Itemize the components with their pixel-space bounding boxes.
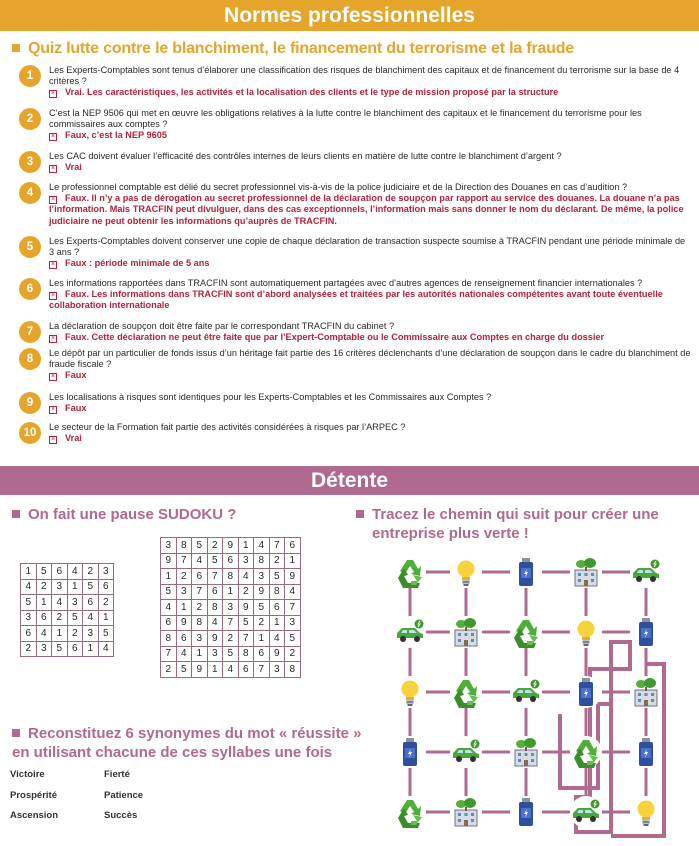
sudoku-cell: 1 xyxy=(285,553,301,569)
building-icon xyxy=(515,738,537,766)
checkbox-x-icon: × xyxy=(50,373,56,381)
sudoku-cell: 3 xyxy=(192,631,208,647)
sudoku-cell: 1 xyxy=(83,641,99,657)
battery-icon xyxy=(519,798,533,826)
answer-line xyxy=(49,332,691,343)
checkbox-x-icon: × xyxy=(50,261,56,269)
sudoku-cell: 6 xyxy=(67,641,83,657)
synonyms-title-line2: en utilisant chacune de ces syllabes une fois xyxy=(12,744,333,761)
question-text: Les Experts-Comptables sont tenus d’élaborer une classification des risques de blanchiment des capitaux et de financement du terrorisme sur la base de 4 critères ? xyxy=(49,65,680,87)
answer-text: Faux. Cette déclaration ne peut être faite que par l’Expert-Comptable ou le Commissaire aux Comptes en charge du dossier xyxy=(65,332,605,343)
sudoku-row xyxy=(21,579,114,595)
sudoku-cell: 6 xyxy=(238,662,254,678)
sudoku-cell: 6 xyxy=(36,610,52,626)
sudoku-grid-6x6 xyxy=(20,563,114,657)
sudoku-cell: 5 xyxy=(161,584,177,600)
sudoku-cell: 9 xyxy=(269,646,285,662)
checkbox-x-icon: × xyxy=(50,165,56,173)
sudoku-cell: 7 xyxy=(176,553,192,569)
building-icon xyxy=(575,558,597,586)
sudoku-cell: 5 xyxy=(238,615,254,631)
sudoku-cell: 6 xyxy=(285,538,301,554)
sudoku-cell: 4 xyxy=(98,641,114,657)
word-item: Prospérité xyxy=(10,789,57,801)
synonyms-title xyxy=(12,724,361,762)
sudoku-cell: 2 xyxy=(192,600,208,616)
sudoku-cell: 5 xyxy=(223,646,239,662)
sudoku-cell: 4 xyxy=(254,538,270,554)
answer-text: Vrai xyxy=(65,433,82,444)
sudoku-cell: 7 xyxy=(238,631,254,647)
word-item: Fierté xyxy=(104,769,130,780)
words-right-column xyxy=(104,769,143,831)
words-left-column xyxy=(10,769,58,831)
quiz-item xyxy=(19,392,691,414)
sudoku-cell: 3 xyxy=(254,569,270,585)
sudoku-cell: 1 xyxy=(52,626,68,642)
sudoku-cell: 3 xyxy=(21,610,37,626)
sudoku-cell: 4 xyxy=(176,646,192,662)
sudoku-title-text: On fait une pause SUDOKU ? xyxy=(28,506,237,523)
sudoku-cell: 8 xyxy=(285,662,301,678)
sudoku-row xyxy=(161,600,301,616)
sudoku-cell: 1 xyxy=(161,569,177,585)
answer-text: Faux : période minimale de 5 ans xyxy=(65,258,210,269)
question-text: C’est la NEP 9506 qui met en œuvre les obligations relatives à la lutte contre le blanchiment des capitaux et le financement du terrorisme pour les commissaires aux comptes ? xyxy=(49,108,642,130)
sudoku-cell: 9 xyxy=(238,600,254,616)
sudoku-cell: 2 xyxy=(269,553,285,569)
sudoku-row xyxy=(21,641,114,657)
sudoku-cell: 6 xyxy=(52,564,68,580)
answer-line xyxy=(49,87,691,98)
sudoku-cell: 3 xyxy=(176,584,192,600)
answer-text: Vrai. Les caractéristiques, les activités et la localisation des clients et le type de mission proposé par la structure xyxy=(65,87,559,98)
sudoku-cell: 3 xyxy=(67,595,83,611)
quiz-item xyxy=(19,151,691,173)
sudoku-cell: 5 xyxy=(285,631,301,647)
sudoku-row xyxy=(161,553,301,569)
sudoku-cell: 7 xyxy=(285,600,301,616)
checkbox-x-icon: × xyxy=(50,196,56,204)
sudoku-cell: 2 xyxy=(254,615,270,631)
sudoku-cell: 2 xyxy=(161,662,177,678)
answer-line xyxy=(49,258,691,269)
question-text: La déclaration de soupçon doit être faite par le correspondant TRACFIN du cabinet ? xyxy=(49,321,395,331)
question-number: 1 xyxy=(19,65,41,87)
sudoku-cell: 4 xyxy=(161,600,177,616)
sudoku-cell: 8 xyxy=(254,553,270,569)
sudoku-cell: 6 xyxy=(176,631,192,647)
word-item: Victoire xyxy=(10,769,45,780)
sudoku-cell: 4 xyxy=(52,595,68,611)
checkbox-x-icon: × xyxy=(50,292,56,300)
answer-text: Faux. Les informations dans TRACFIN sont d’abord analysées et traitées par les autorités nationales compétentes avant toute éventuelle collaboration internationale xyxy=(49,289,663,311)
sudoku-cell: 4 xyxy=(238,569,254,585)
sudoku-cell: 7 xyxy=(223,615,239,631)
question-text: Le professionnel comptable est délié du secret professionnel vis-à-vis de la police judiciaire et de la Direction des Douanes en cas d’audition ? xyxy=(49,182,628,192)
sudoku-cell: 2 xyxy=(98,595,114,611)
sudoku-cell: 3 xyxy=(161,538,177,554)
answer-line xyxy=(49,370,691,381)
sudoku-cell: 1 xyxy=(67,579,83,595)
checkbox-x-icon: × xyxy=(50,335,56,343)
sudoku-cell: 5 xyxy=(269,569,285,585)
section-banner-detente xyxy=(0,466,699,495)
answer-text: Faux xyxy=(65,403,87,414)
question-text: Les Experts-Comptables doivent conserver une copie de chaque déclaration de transaction suspecte soumise à TRACFIN pendant une période minimale de 3 ans ? xyxy=(49,236,686,258)
bullet-square-icon xyxy=(12,729,20,737)
sudoku-cell: 9 xyxy=(285,569,301,585)
section-banner-normes xyxy=(0,0,699,31)
sudoku-cell: 2 xyxy=(176,569,192,585)
checkbox-x-icon: × xyxy=(50,90,56,98)
sudoku-cell: 4 xyxy=(269,631,285,647)
sudoku-cell: 6 xyxy=(83,595,99,611)
sudoku-cell: 1 xyxy=(254,631,270,647)
sudoku-cell: 2 xyxy=(285,646,301,662)
battery-icon xyxy=(639,738,653,766)
sudoku-cell: 1 xyxy=(269,615,285,631)
sudoku-cell: 4 xyxy=(192,553,208,569)
quiz-item xyxy=(19,278,691,312)
quiz-item xyxy=(19,108,691,142)
sudoku-cell: 7 xyxy=(207,569,223,585)
bullet-square-icon xyxy=(12,44,20,52)
answer-line xyxy=(49,433,691,444)
sudoku-cell: 6 xyxy=(192,569,208,585)
sudoku-row xyxy=(161,631,301,647)
quiz-item xyxy=(19,182,691,227)
checkbox-x-icon: × xyxy=(50,133,56,141)
checkbox-x-icon: × xyxy=(50,436,56,444)
maze-title-line1: Tracez le chemin qui suit pour créer une xyxy=(372,506,659,523)
building-icon xyxy=(455,798,477,826)
sudoku-cell: 9 xyxy=(254,584,270,600)
sudoku-cell: 3 xyxy=(83,626,99,642)
sudoku-cell: 2 xyxy=(36,579,52,595)
question-text: Le secteur de la Formation fait partie des activités considérées à risques par l’ARPEC ? xyxy=(49,422,406,432)
quiz-item xyxy=(19,348,691,382)
sudoku-cell: 8 xyxy=(238,646,254,662)
building-icon xyxy=(635,678,657,706)
quiz-item xyxy=(19,321,691,343)
sudoku-cell: 7 xyxy=(192,584,208,600)
question-number: 9 xyxy=(19,392,41,414)
sudoku-cell: 1 xyxy=(98,610,114,626)
sudoku-cell: 5 xyxy=(98,626,114,642)
sudoku-cell: 1 xyxy=(207,662,223,678)
sudoku-cell: 9 xyxy=(207,631,223,647)
sudoku-cell: 2 xyxy=(21,641,37,657)
sudoku-cell: 9 xyxy=(192,662,208,678)
maze-puzzle xyxy=(380,552,680,842)
sudoku-cell: 4 xyxy=(207,615,223,631)
word-item: Patience xyxy=(104,789,144,801)
sudoku-cell: 2 xyxy=(83,564,99,580)
sudoku-row xyxy=(21,626,114,642)
word-item: Ascension xyxy=(10,810,59,821)
sudoku-cell: 8 xyxy=(269,584,285,600)
sudoku-row xyxy=(161,538,301,554)
sudoku-row xyxy=(21,564,114,580)
sudoku-cell: 4 xyxy=(223,662,239,678)
maze-title-line2: entreprise plus verte ! xyxy=(372,525,529,542)
sudoku-cell: 2 xyxy=(52,610,68,626)
sudoku-cell: 2 xyxy=(223,631,239,647)
sudoku-cell: 8 xyxy=(223,569,239,585)
question-number: 3 xyxy=(19,151,41,173)
sudoku-cell: 1 xyxy=(21,564,37,580)
question-number: 10 xyxy=(19,422,41,444)
sudoku-cell: 4 xyxy=(83,610,99,626)
detente-title: Détente xyxy=(310,469,389,492)
sudoku-cell: 6 xyxy=(98,579,114,595)
sudoku-row xyxy=(161,584,301,600)
bullet-square-icon xyxy=(12,510,20,518)
bullet-square-icon xyxy=(356,510,364,518)
sudoku-cell: 2 xyxy=(67,626,83,642)
sudoku-cell: 2 xyxy=(238,584,254,600)
question-text: Les CAC doivent évaluer l’efficacité des contrôles internes de leurs clients en matière de lutte contre le blanchiment d’argent ? xyxy=(49,151,562,161)
answer-line xyxy=(49,289,691,311)
sudoku-cell: 1 xyxy=(36,595,52,611)
sudoku-cell: 5 xyxy=(192,538,208,554)
sudoku-cell: 7 xyxy=(254,662,270,678)
sudoku-cell: 9 xyxy=(161,553,177,569)
sudoku-cell: 6 xyxy=(223,553,239,569)
sudoku-row xyxy=(21,610,114,626)
sudoku-cell: 2 xyxy=(207,538,223,554)
answer-line xyxy=(49,130,691,141)
sudoku-cell: 3 xyxy=(285,615,301,631)
answer-text: Faux. Il n’y a pas de dérogation au secret professionnel de la déclaration de soupçon par rapport au service des douanes. La douane n’a pas l’information. Mais TRACFIN peut divulguer, dans des cas exceptionnels, l’information mais sans donner le nom du déclarant. De même, la police judiciaire ne peut obtenir les informations qu’auprès de TRACFIN. xyxy=(49,193,684,226)
sudoku-row xyxy=(21,595,114,611)
sudoku-cell: 8 xyxy=(176,538,192,554)
sudoku-cell: 3 xyxy=(269,662,285,678)
sudoku-cell: 5 xyxy=(21,595,37,611)
sudoku-cell: 5 xyxy=(67,610,83,626)
sudoku-row xyxy=(161,569,301,585)
sudoku-cell: 4 xyxy=(36,626,52,642)
quiz-item xyxy=(19,236,691,270)
sudoku-cell: 9 xyxy=(223,538,239,554)
sudoku-cell: 4 xyxy=(285,584,301,600)
sudoku-title xyxy=(12,505,236,524)
sudoku-cell: 8 xyxy=(192,615,208,631)
answer-line xyxy=(49,403,691,414)
sudoku-cell: 6 xyxy=(254,646,270,662)
sudoku-cell: 5 xyxy=(36,564,52,580)
sudoku-cell: 1 xyxy=(238,538,254,554)
sudoku-cell: 6 xyxy=(207,584,223,600)
sudoku-cell: 5 xyxy=(52,641,68,657)
sudoku-cell: 3 xyxy=(98,564,114,580)
question-text: Les localisations à risques sont identiques pour les Experts-Comptables et les Commissaires aux Comptes ? xyxy=(49,392,492,402)
sudoku-cell: 8 xyxy=(207,600,223,616)
question-number: 2 xyxy=(19,108,41,130)
sudoku-cell: 7 xyxy=(161,646,177,662)
question-number: 7 xyxy=(19,321,41,343)
sudoku-grid-9x9 xyxy=(160,537,301,678)
battery-icon xyxy=(579,678,593,706)
quiz-title xyxy=(12,40,574,58)
sudoku-cell: 5 xyxy=(207,553,223,569)
sudoku-cell: 3 xyxy=(223,600,239,616)
answer-line xyxy=(49,193,691,227)
battery-icon xyxy=(639,618,653,646)
answer-text: Faux, c’est la NEP 9605 xyxy=(65,130,167,141)
battery-icon xyxy=(403,738,417,766)
sudoku-cell: 4 xyxy=(21,579,37,595)
sudoku-cell: 6 xyxy=(269,600,285,616)
sudoku-cell: 5 xyxy=(176,662,192,678)
sudoku-cell: 9 xyxy=(176,615,192,631)
quiz-title-text: Quiz lutte contre le blanchiment, le financement du terrorisme et la fraude xyxy=(28,40,575,57)
sudoku-row xyxy=(161,662,301,678)
sudoku-cell: 5 xyxy=(254,600,270,616)
answer-line xyxy=(49,162,691,173)
sudoku-cell: 1 xyxy=(192,646,208,662)
building-icon xyxy=(455,618,477,646)
question-text: Le dépôt par un particulier de fonds issus d’un héritage fait partie des 16 critères déclenchants d’une déclaration de soupçon dans le cadre du blanchiment de fraude fiscale ? xyxy=(49,348,691,370)
question-number: 6 xyxy=(19,278,41,300)
checkbox-x-icon: × xyxy=(50,406,56,414)
answer-text: Faux xyxy=(65,370,87,381)
question-number: 5 xyxy=(19,236,41,258)
sudoku-cell: 3 xyxy=(36,641,52,657)
sudoku-cell: 1 xyxy=(176,600,192,616)
sudoku-cell: 8 xyxy=(161,631,177,647)
page-title: Normes professionnelles xyxy=(224,4,475,27)
question-text: Les informations rapportées dans TRACFIN sont automatiquement partagées avec d’autres agences de renseignement financier internationales ? xyxy=(49,278,643,288)
sudoku-cell: 3 xyxy=(207,646,223,662)
sudoku-cell: 1 xyxy=(223,584,239,600)
quiz-item xyxy=(19,422,691,444)
sudoku-cell: 5 xyxy=(83,579,99,595)
sudoku-cell: 4 xyxy=(67,564,83,580)
sudoku-cell: 6 xyxy=(161,615,177,631)
sudoku-cell: 7 xyxy=(269,538,285,554)
word-item: Succès xyxy=(104,810,138,821)
maze-title xyxy=(356,505,659,543)
sudoku-row xyxy=(161,615,301,631)
answer-text: Vrai xyxy=(65,162,82,173)
question-number: 8 xyxy=(19,348,41,370)
question-number: 4 xyxy=(19,182,41,204)
sudoku-cell: 3 xyxy=(52,579,68,595)
battery-icon xyxy=(519,558,533,586)
quiz-item xyxy=(19,65,691,99)
synonyms-title-line1: Reconstituez 6 synonymes du mot « réussite » xyxy=(28,725,362,742)
sudoku-cell: 3 xyxy=(238,553,254,569)
sudoku-cell: 6 xyxy=(21,626,37,642)
sudoku-row xyxy=(161,646,301,662)
